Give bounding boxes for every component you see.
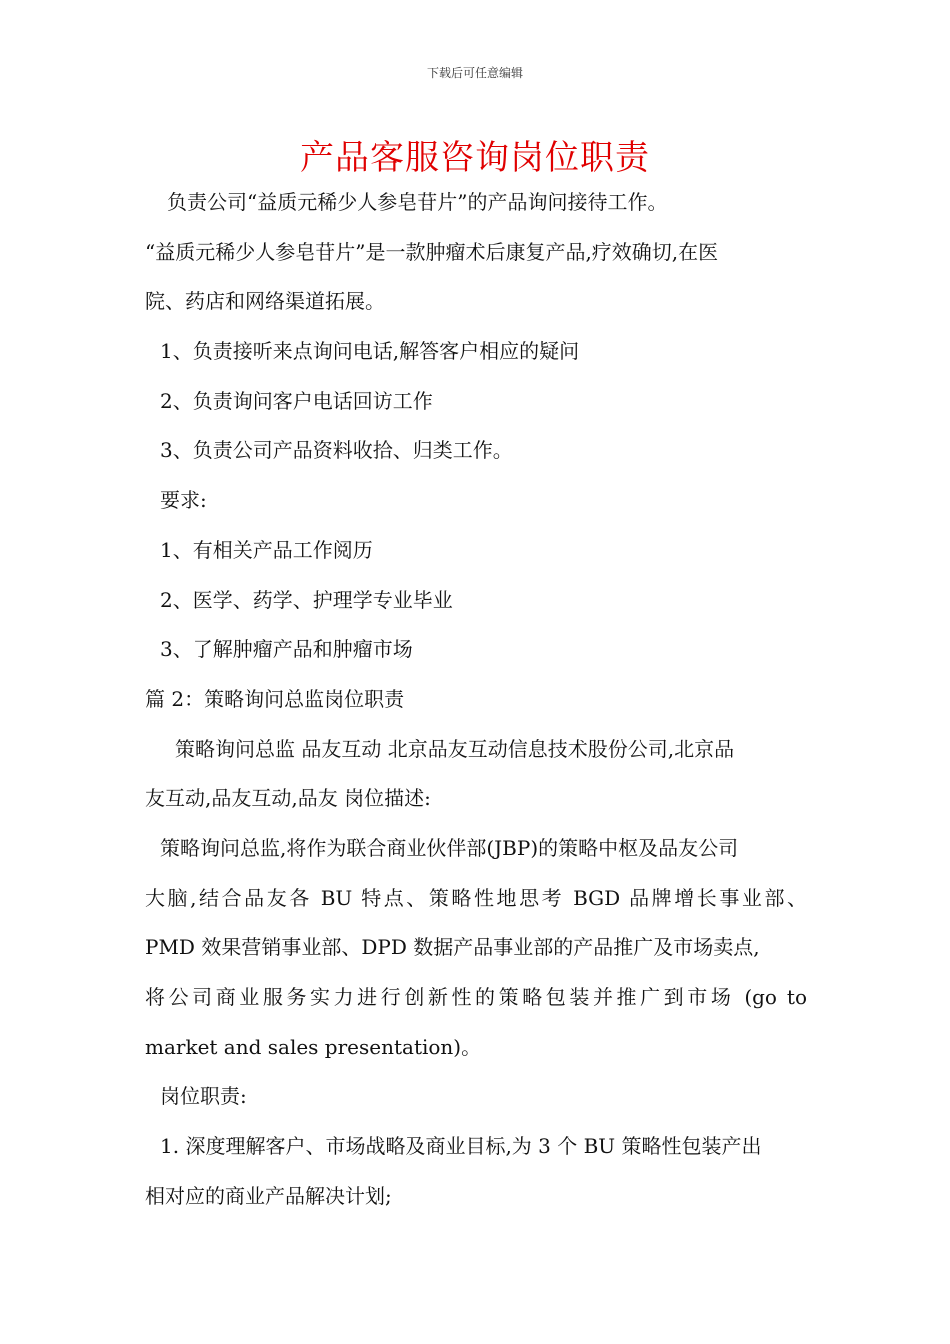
section-heading: 篇 2：策略询问总监岗位职责	[145, 686, 405, 711]
list-item: 1、有相关产品工作阅历	[160, 537, 373, 562]
document-title: 产品客服咨询岗位职责	[300, 138, 650, 178]
paragraph-line: 院、药店和网络渠道拓展。	[145, 289, 385, 314]
page-header-note: 下载后可任意编辑	[426, 66, 523, 80]
section-label: 要求:	[160, 488, 207, 513]
list-item: 2、医学、药学、护理学专业毕业	[160, 587, 453, 612]
document-body	[145, 178, 807, 1221]
paragraph-line: 策略询问总监 品友互动 北京品友互动信息技术股份公司,北京品	[175, 736, 735, 761]
list-item: 2、负责询问客户电话回访工作	[160, 388, 433, 413]
list-item: 1. 深度理解客户、市场战略及商业目标,为 3 个 BU 策略性包装产出	[160, 1134, 762, 1159]
section-label: 岗位职责:	[160, 1084, 247, 1109]
paragraph-line: market and sales presentation)。	[145, 1034, 482, 1059]
paragraph-line: 友互动,品友互动,品友 岗位描述:	[145, 786, 431, 811]
list-item: 1、负责接听来点询问电话,解答客户相应的疑问	[160, 339, 580, 364]
paragraph-line: 将公司商业服务实力进行创新性的策略包装并推广到市场 (go to	[145, 985, 807, 1009]
paragraph-line: PMD 效果营销事业部、DPD 数据产品事业部的产品推广及市场卖点,	[145, 935, 760, 960]
paragraph-line: 相对应的商业产品解决计划;	[145, 1183, 392, 1208]
paragraph-line: 大脑,结合品友各 BU 特点、策略性地思考 BGD 品牌增长事业部、	[145, 885, 807, 910]
paragraph-line: 策略询问总监,将作为联合商业伙伴部(JBP)的策略中枢及品友公司	[160, 835, 739, 860]
list-item: 3、负责公司产品资料收拾、归类工作。	[160, 438, 513, 463]
list-item: 3、了解肿瘤产品和肿瘤市场	[160, 637, 413, 662]
paragraph-line: “益质元稀少人参皂苷片”是一款肿瘤术后康复产品,疗效确切,在医	[145, 239, 719, 264]
paragraph-line: 负责公司“益质元稀少人参皂苷片”的产品询问接待工作。	[167, 190, 668, 214]
